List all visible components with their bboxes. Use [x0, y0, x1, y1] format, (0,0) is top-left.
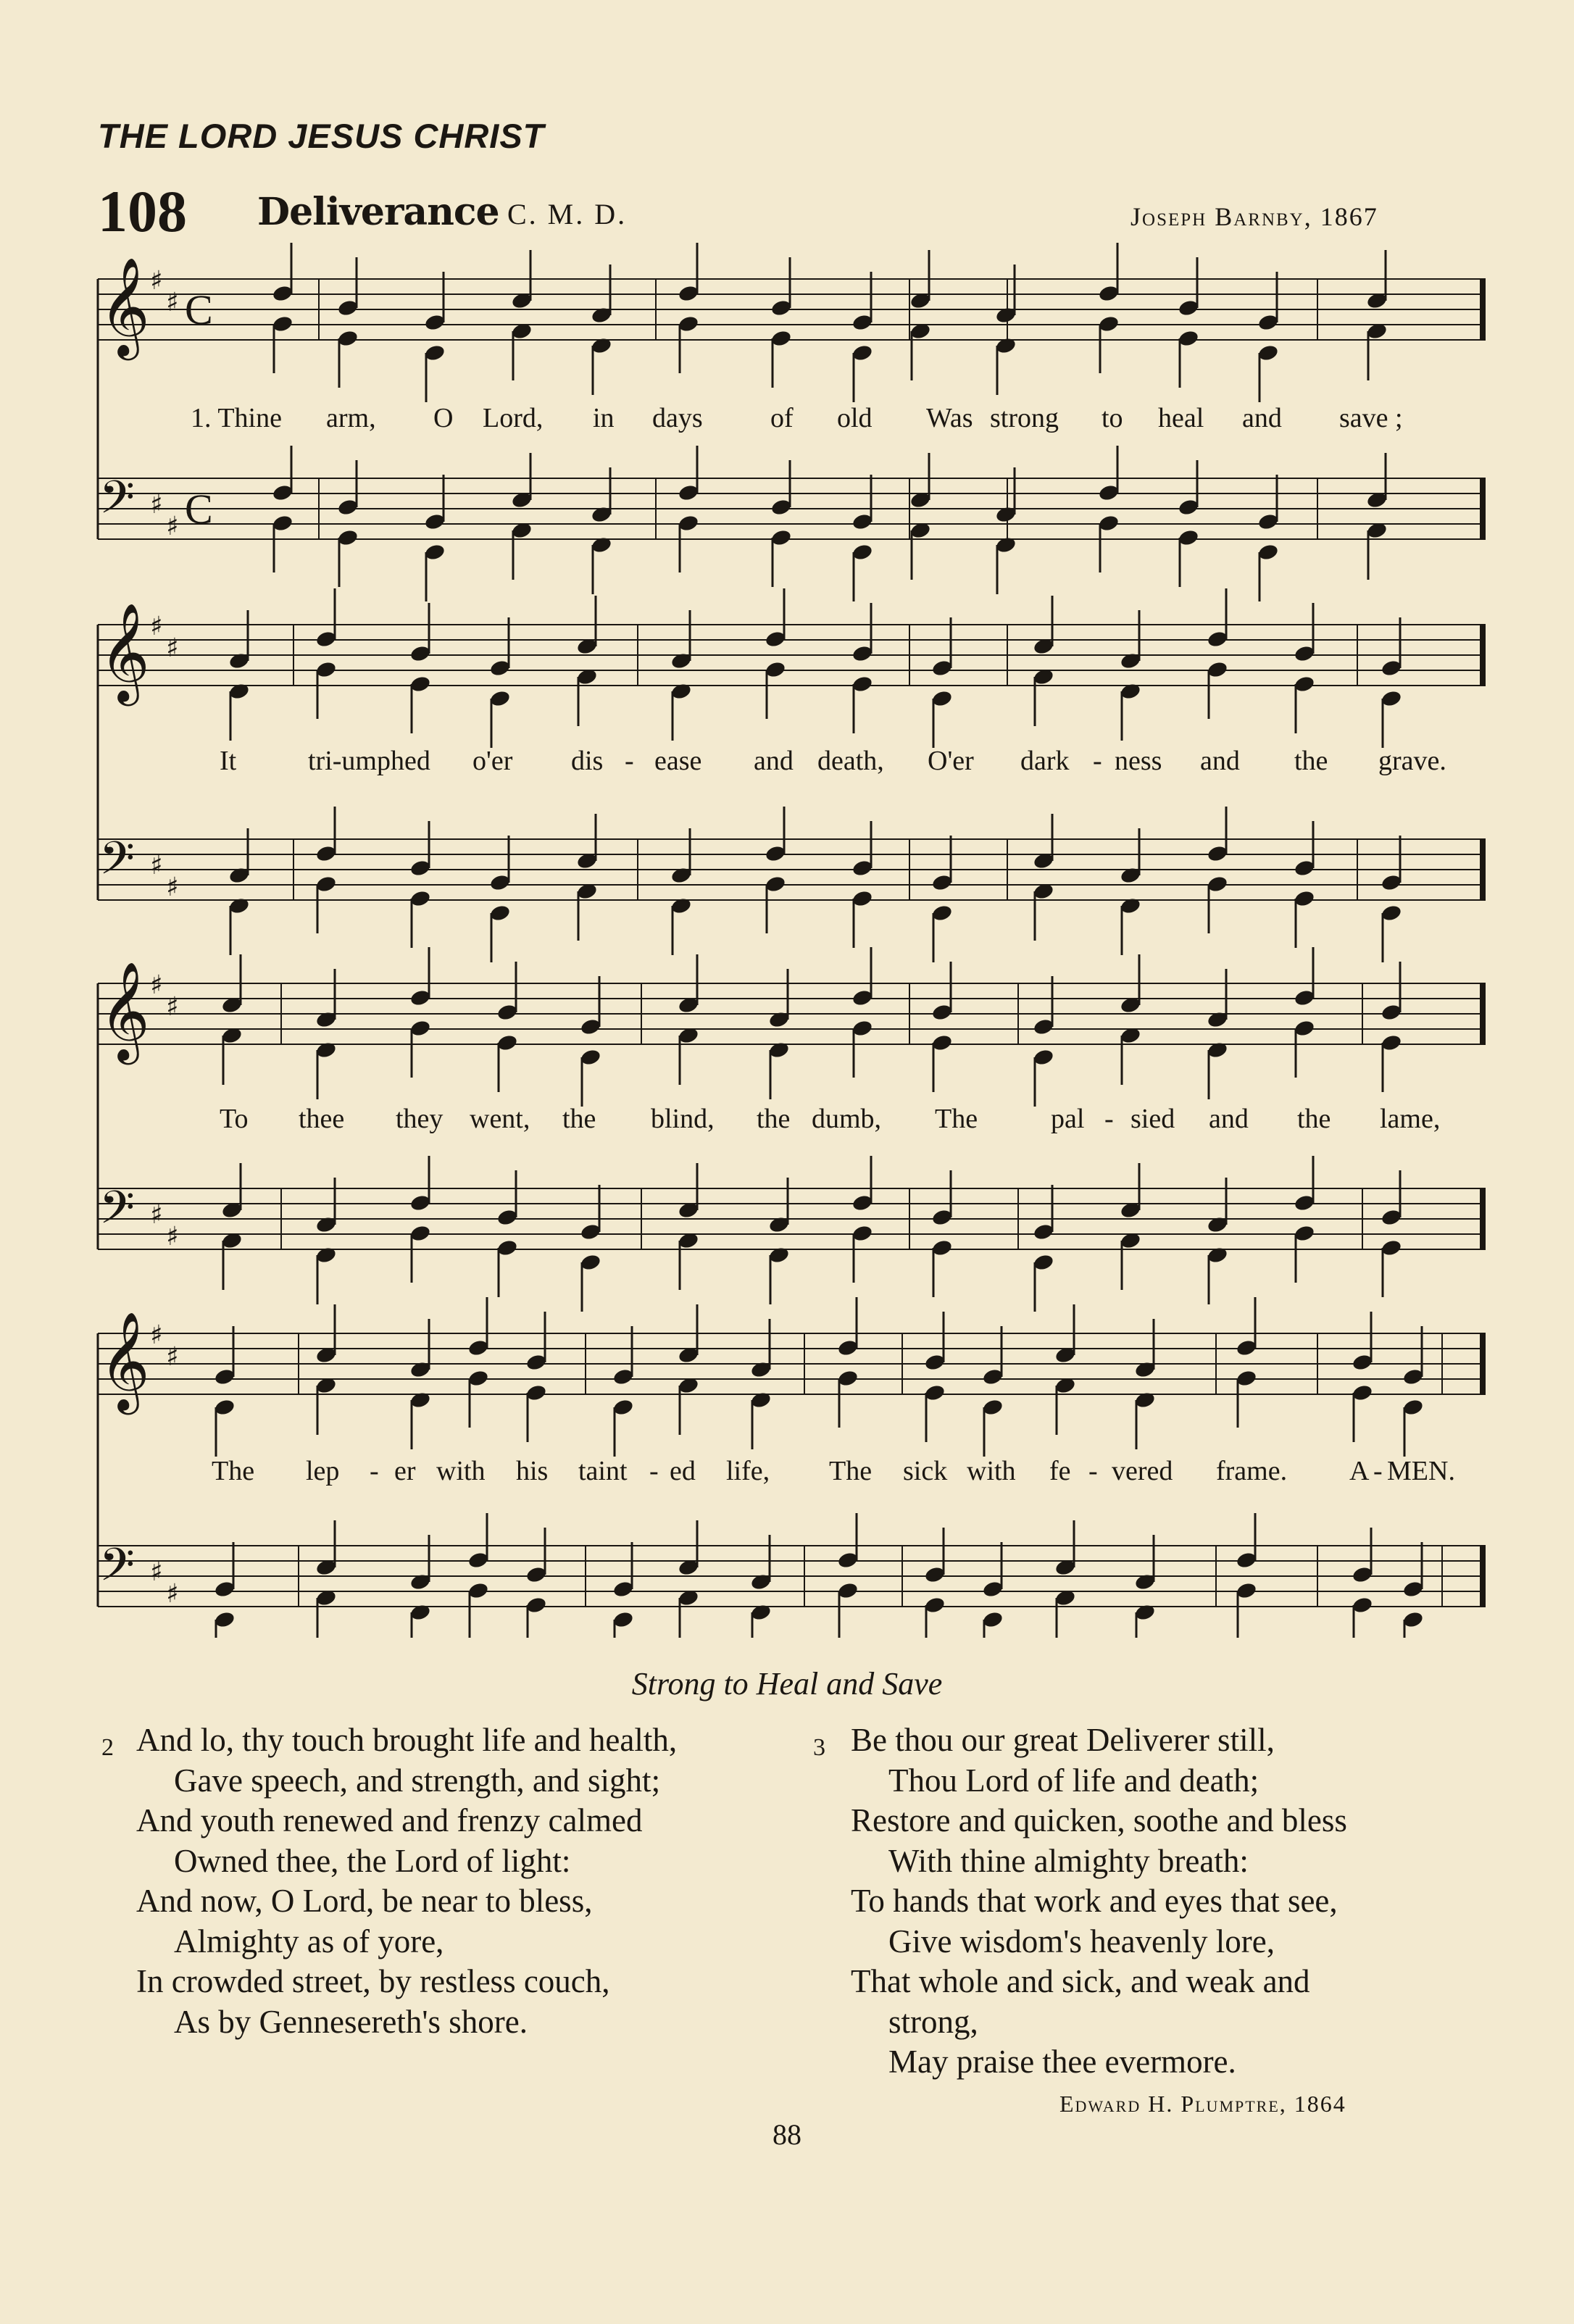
lyric-syllable: strong [990, 403, 1059, 433]
lyric-syllable: his [516, 1456, 549, 1486]
lyric-syllable: thee [299, 1104, 345, 1134]
lyric-syllable: The [212, 1456, 255, 1486]
lyric-syllable: death, [817, 746, 884, 776]
composer: Joseph Barnby, 1867 [1130, 202, 1378, 231]
lyric-syllable: dark [1020, 746, 1070, 776]
lyric-syllable: Was [926, 403, 973, 433]
lyric-syllable: O'er [928, 746, 974, 776]
verse-line: Thou Lord of life and death; [888, 1762, 1259, 1799]
lyric-syllable: heal [1158, 403, 1204, 433]
verse-number: 3 [813, 1734, 825, 1761]
section-title: THE LORD JESUS CHRIST [98, 117, 545, 155]
lyric-syllable: tri-umphed [308, 746, 430, 776]
lyric-syllable: It [220, 746, 237, 776]
lyric-syllable: o'er [472, 746, 513, 776]
treble-clef: 𝄞 [99, 256, 150, 356]
lyric-syllable: 1. Thine [191, 403, 282, 433]
sharp-sign: ♯ [166, 1342, 179, 1372]
final-bar [1480, 1545, 1486, 1607]
lyric-syllable: grave. [1378, 746, 1446, 776]
final-bar [1480, 478, 1486, 540]
lyric-syllable: days [652, 403, 703, 433]
lyric-syllable: lame, [1380, 1104, 1441, 1134]
lyric-syllable: vered [1112, 1456, 1173, 1486]
lyric-syllable: - [1104, 1104, 1114, 1134]
lyric-syllable: ease [654, 746, 702, 776]
verse-line: And now, O Lord, be near to bless, [136, 1883, 593, 1919]
bass-clef: 𝄢 [99, 831, 135, 896]
lyric-syllable: and [1242, 403, 1282, 433]
lyric-syllable: taint [578, 1456, 628, 1486]
sharp-sign: ♯ [150, 1557, 163, 1587]
final-bar [1480, 624, 1486, 686]
lyric-syllable: The [829, 1456, 873, 1486]
page-number: 88 [773, 2118, 801, 2151]
sharp-sign: ♯ [150, 1200, 163, 1230]
lyric-syllable: - [649, 1456, 659, 1486]
lyric-syllable: the [1294, 746, 1328, 776]
verse-line: Gave speech, and strength, and sight; [174, 1762, 661, 1799]
verse-line: Almighty as of yore, [174, 1923, 444, 1959]
author: Edward H. Plumptre, 1864 [1059, 2091, 1346, 2117]
lyric-syllable: To [220, 1104, 249, 1134]
sharp-sign: ♯ [150, 1320, 163, 1350]
verse-line: Restore and quicken, soothe and bless [851, 1802, 1347, 1838]
lyric-syllable: dis [571, 746, 604, 776]
treble-clef: 𝄞 [99, 601, 150, 701]
verse-number: 2 [101, 1734, 114, 1761]
lyric-syllable: fe [1049, 1456, 1071, 1486]
verse-line: strong, [888, 2003, 978, 2040]
bass-clef: 𝄢 [99, 470, 135, 535]
lyric-syllable: and [1200, 746, 1240, 776]
lyric-syllable: A [1349, 1456, 1370, 1486]
lyric-syllable: - [1093, 746, 1102, 776]
lyric-syllable: the [1297, 1104, 1331, 1134]
lyric-syllable: sied [1130, 1104, 1175, 1134]
lyric-syllable: - [625, 746, 634, 776]
time-signature: C [185, 286, 213, 333]
final-bar [1480, 1188, 1486, 1250]
verse-line: Owned thee, the Lord of light: [174, 1842, 571, 1879]
sharp-sign: ♯ [166, 512, 179, 541]
lyric-syllable: with [967, 1456, 1016, 1486]
hymn-subtitle: Strong to Heal and Save [631, 1666, 943, 1702]
bass-clef: 𝄢 [99, 1538, 135, 1602]
lyric-syllable: the [562, 1104, 596, 1134]
lyric-syllable: to [1102, 403, 1123, 433]
verse-line: With thine almighty breath: [888, 1842, 1249, 1879]
lyric-syllable: dumb, [812, 1104, 882, 1134]
lyric-syllable: of [770, 403, 794, 433]
verse-line: And youth renewed and frenzy calmed [136, 1802, 643, 1838]
verse-line: Give wisdom's heavenly lore, [888, 1923, 1275, 1959]
verse-line: In crowded street, by restless couch, [136, 1963, 610, 1999]
lyric-syllable: and [754, 746, 794, 776]
lyric-syllable: and [1209, 1104, 1249, 1134]
lyric-syllable: - [1373, 1456, 1383, 1486]
lyric-syllable: blind, [651, 1104, 715, 1134]
lyric-syllable: Lord, [483, 403, 544, 433]
lyric-syllable: old [837, 403, 873, 433]
lyric-syllable: lep [306, 1456, 340, 1486]
lyric-syllable: save ; [1339, 403, 1403, 433]
verse-3 [813, 1720, 1347, 2083]
lyric-syllable: O [433, 403, 454, 433]
lyric-syllable: life, [726, 1456, 770, 1486]
lyric-syllable: ed [670, 1456, 696, 1486]
final-bar [1480, 838, 1486, 901]
tune-name: Deliverance [257, 190, 499, 234]
verse-line: As by Gennesereth's shore. [174, 2003, 528, 2040]
verse-line: Be thou our great Deliverer still, [851, 1722, 1275, 1758]
lyric-syllable: MEN. [1387, 1456, 1455, 1486]
lyric-syllable: - [370, 1456, 379, 1486]
sharp-sign: ♯ [166, 288, 179, 317]
time-signature: C [185, 486, 213, 533]
lyric-syllable: er [394, 1456, 416, 1486]
sharp-sign: ♯ [166, 1222, 179, 1251]
meter: C. M. D. [507, 198, 628, 230]
verse-line: And lo, thy touch brought life and health, [136, 1722, 678, 1758]
lyric-syllable: in [593, 403, 615, 433]
verse-line: To hands that work and eyes that see, [851, 1883, 1338, 1919]
lyric-syllable: arm, [326, 403, 376, 433]
final-bar [1480, 1333, 1486, 1395]
lyric-syllable: ness [1115, 746, 1162, 776]
lyric-syllable: pal [1051, 1104, 1085, 1134]
bass-clef: 𝄢 [99, 1180, 135, 1245]
sharp-sign: ♯ [166, 633, 179, 663]
verse-line: That whole and sick, and weak and [851, 1963, 1310, 1999]
treble-clef: 𝄞 [99, 1310, 150, 1410]
lyric-syllable: - [1088, 1456, 1098, 1486]
final-bar [1480, 278, 1486, 341]
sharp-sign: ♯ [166, 872, 179, 902]
lyric-syllable: frame. [1216, 1456, 1288, 1486]
sharp-sign: ♯ [150, 851, 163, 880]
lyric-syllable: The [935, 1104, 978, 1134]
sharp-sign: ♯ [150, 612, 163, 641]
lyric-syllable: went, [470, 1104, 530, 1134]
hymn-number: 108 [98, 178, 187, 244]
lyric-syllable: with [436, 1456, 486, 1486]
sharp-sign: ♯ [150, 490, 163, 520]
treble-clef: 𝄞 [99, 960, 150, 1060]
sharp-sign: ♯ [166, 1579, 179, 1609]
verse-2 [101, 1720, 677, 2042]
sharp-sign: ♯ [150, 970, 163, 1000]
sharp-sign: ♯ [166, 992, 179, 1022]
verse-line: May praise thee evermore. [888, 2044, 1236, 2080]
sharp-sign: ♯ [150, 266, 163, 296]
lyric-syllable: sick [903, 1456, 948, 1486]
final-bar [1480, 983, 1486, 1045]
lyric-syllable: the [757, 1104, 791, 1134]
lyric-syllable: they [396, 1104, 444, 1134]
